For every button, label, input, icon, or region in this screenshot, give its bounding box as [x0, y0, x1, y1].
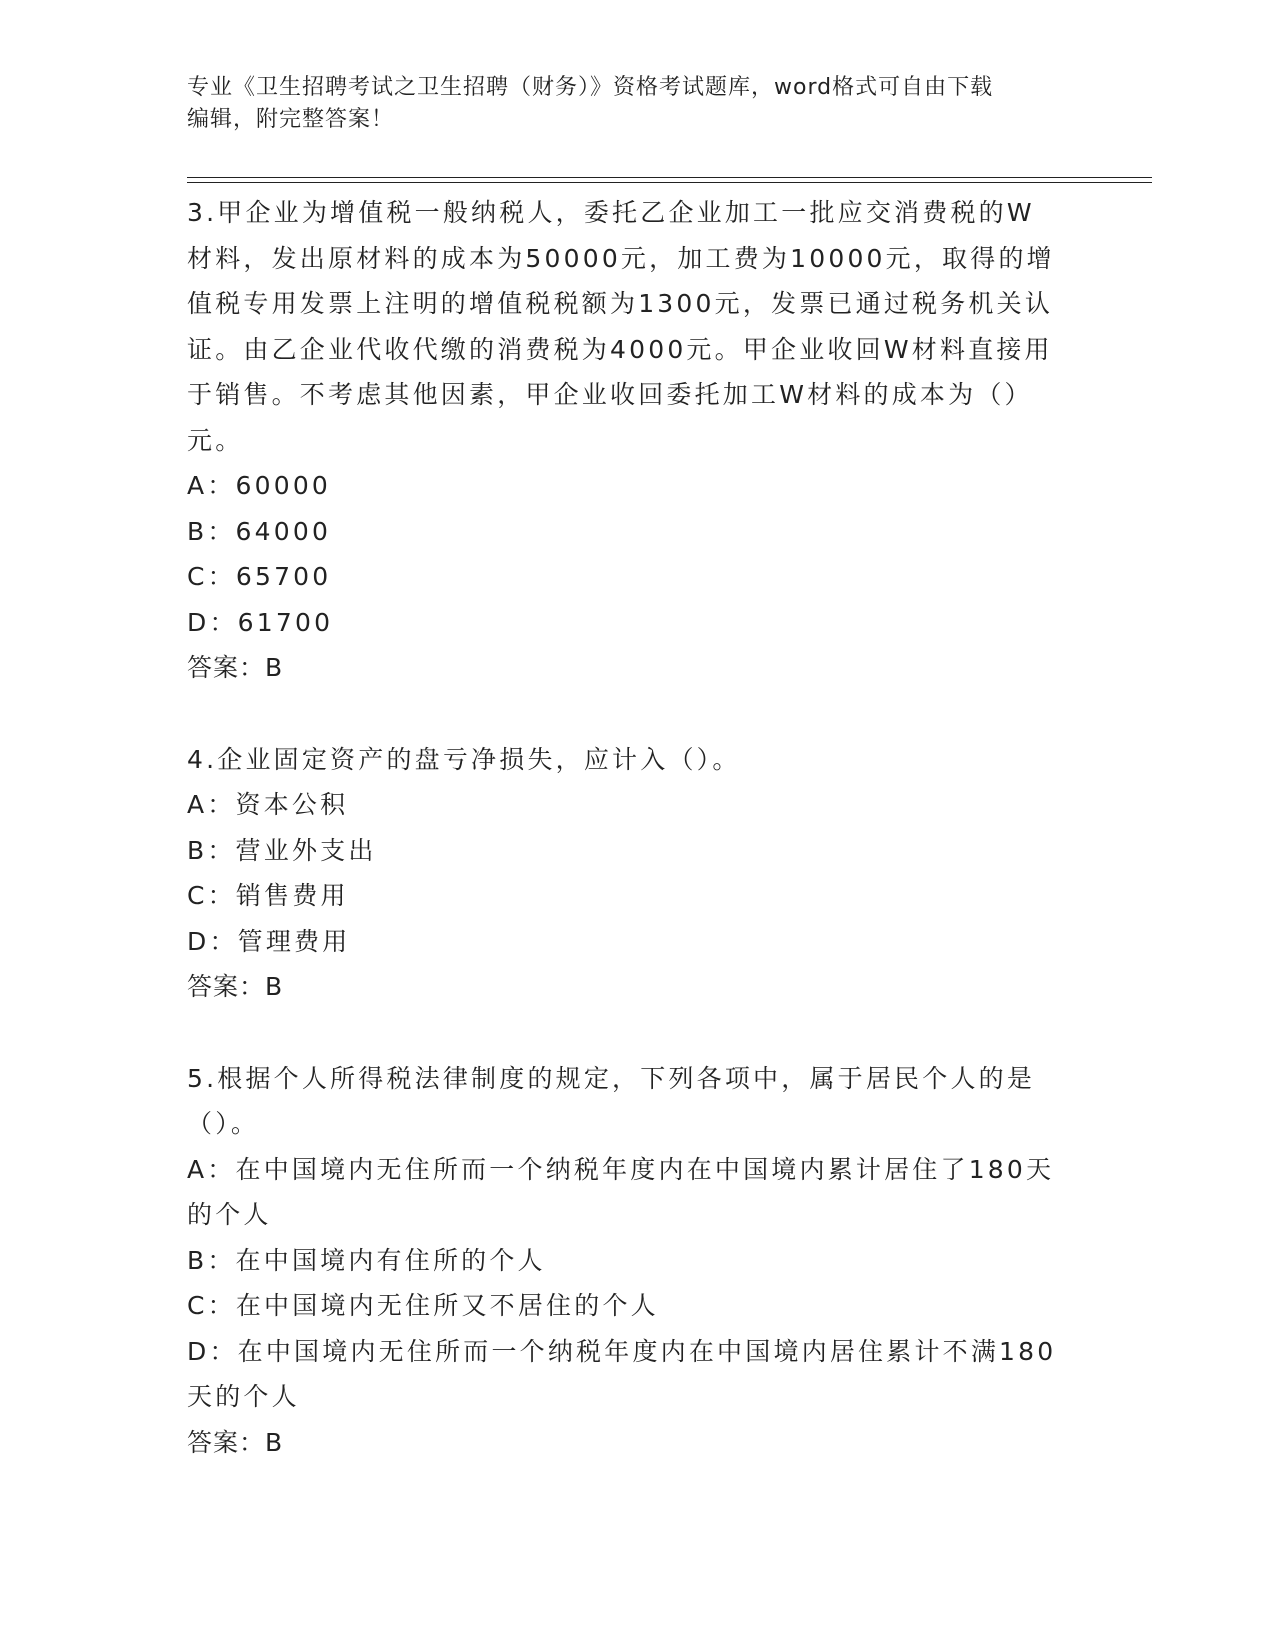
question-4 [187, 737, 1087, 1010]
question-stem-line: 3.甲企业为增值税一般纳税人，委托乙企业加工一批应交消费税的W [187, 198, 1035, 227]
answer-label: 答案：B [187, 653, 284, 682]
answer-label: 答案：B [187, 972, 284, 1001]
option-a: A：在中国境内无住所而一个纳税年度内在中国境内累计居住了180天 [187, 1154, 1055, 1184]
question-stem-line: 材料，发出原材料的成本为50000元，加工费为10000元，取得的增 [187, 243, 1055, 273]
option-b: B：在中国境内有住所的个人 [187, 1245, 546, 1275]
option-b: B：营业外支出 [187, 835, 377, 865]
question-stem-line: 值税专用发票上注明的增值税税额为1300元，发票已通过税务机关认 [187, 289, 1054, 318]
question-3 [187, 190, 1087, 691]
header-divider-top [187, 177, 1152, 178]
option-d: D：61700 [187, 607, 334, 637]
document-header [187, 72, 1087, 136]
option-c: C：销售费用 [187, 881, 349, 910]
question-list [187, 190, 1087, 1511]
question-5 [187, 1056, 1087, 1466]
option-d: D：在中国境内无住所而一个纳税年度内在中国境内居住累计不满180 [187, 1336, 1057, 1366]
option-c: C：65700 [187, 562, 332, 591]
option-d: D：管理费用 [187, 926, 351, 956]
header-line-1: 专业《卫生招聘考试之卫生招聘（财务）》资格考试题库，word格式可自由下载 [187, 75, 994, 100]
question-stem-line: 4.企业固定资产的盘亏净损失，应计入（）。 [187, 744, 741, 774]
option-d-continued: 天的个人 [187, 1382, 300, 1411]
header-line-2: 编辑，附完整答案！ [187, 107, 395, 132]
question-stem-line: 证。由乙企业代收代缴的消费税为4000元。甲企业收回W材料直接用 [187, 334, 1053, 364]
option-b: B：64000 [187, 516, 332, 546]
option-c: C：在中国境内无住所又不居住的个人 [187, 1291, 659, 1320]
question-stem-line: 于销售。不考虑其他因素，甲企业收回委托加工W材料的成本为（） [187, 380, 1033, 409]
header-divider-bottom [187, 182, 1152, 183]
answer-label: 答案：B [187, 1427, 284, 1457]
option-a: A：资本公积 [187, 790, 349, 819]
option-a-continued: 的个人 [187, 1200, 272, 1229]
option-a: A：60000 [187, 471, 332, 500]
question-stem-line: （）。 [187, 1109, 260, 1138]
question-stem-line: 元。 [187, 425, 244, 455]
question-stem-line: 5.根据个人所得税法律制度的规定，下列各项中，属于居民个人的是 [187, 1063, 1036, 1093]
